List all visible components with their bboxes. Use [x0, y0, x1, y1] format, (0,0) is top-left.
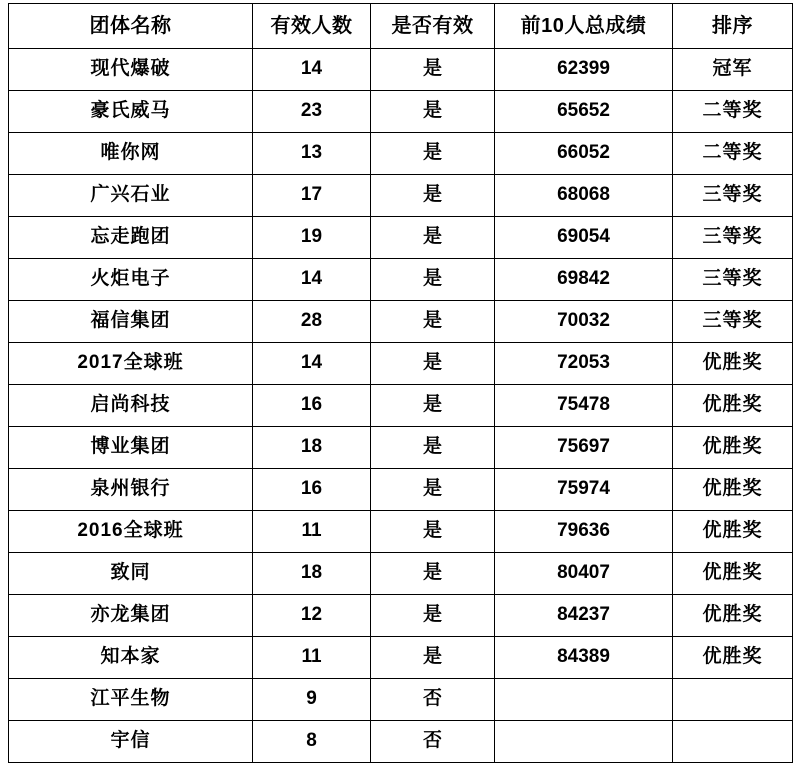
- table-row: [9, 217, 793, 259]
- column-header-score: 前10人总成绩: [495, 4, 673, 49]
- cell-team-name: 博业集团: [9, 427, 253, 469]
- header-row: [9, 4, 793, 49]
- cell-valid-count: 14: [253, 259, 371, 301]
- cell-team-name: 广兴石业: [9, 175, 253, 217]
- cell-valid-count: 18: [253, 427, 371, 469]
- cell-is-valid: 否: [371, 721, 495, 763]
- table-row: [9, 133, 793, 175]
- cell-top10-score: 84389: [495, 637, 673, 679]
- cell-top10-score: 65652: [495, 91, 673, 133]
- cell-team-name: 福信集团: [9, 301, 253, 343]
- table-row: [9, 637, 793, 679]
- cell-is-valid: 是: [371, 637, 495, 679]
- column-header-rank: 排序: [673, 4, 793, 49]
- cell-valid-count: 28: [253, 301, 371, 343]
- table-row: [9, 721, 793, 763]
- cell-rank: 二等奖: [673, 91, 793, 133]
- cell-rank: 三等奖: [673, 259, 793, 301]
- table-row: [9, 91, 793, 133]
- table-row: [9, 679, 793, 721]
- cell-is-valid: 是: [371, 133, 495, 175]
- cell-valid-count: 11: [253, 637, 371, 679]
- cell-top10-score: 79636: [495, 511, 673, 553]
- cell-rank: 优胜奖: [673, 511, 793, 553]
- cell-team-name: 致同: [9, 553, 253, 595]
- cell-top10-score: 75697: [495, 427, 673, 469]
- cell-rank: 优胜奖: [673, 469, 793, 511]
- table-row: [9, 469, 793, 511]
- cell-team-name: 亦龙集团: [9, 595, 253, 637]
- cell-rank: 冠军: [673, 49, 793, 91]
- cell-is-valid: 是: [371, 511, 495, 553]
- cell-valid-count: 16: [253, 385, 371, 427]
- cell-valid-count: 13: [253, 133, 371, 175]
- cell-team-name: 2017全球班: [9, 343, 253, 385]
- cell-top10-score: 69054: [495, 217, 673, 259]
- table-header: [9, 4, 793, 49]
- cell-top10-score: [495, 721, 673, 763]
- cell-top10-score: 69842: [495, 259, 673, 301]
- cell-rank: [673, 721, 793, 763]
- cell-is-valid: 是: [371, 595, 495, 637]
- cell-rank: 优胜奖: [673, 637, 793, 679]
- cell-team-name: 现代爆破: [9, 49, 253, 91]
- cell-valid-count: 17: [253, 175, 371, 217]
- cell-top10-score: 75478: [495, 385, 673, 427]
- cell-top10-score: 68068: [495, 175, 673, 217]
- cell-team-name: 江平生物: [9, 679, 253, 721]
- cell-rank: 三等奖: [673, 301, 793, 343]
- cell-is-valid: 是: [371, 343, 495, 385]
- column-header-name: 团体名称: [9, 4, 253, 49]
- cell-team-name: 豪氏威马: [9, 91, 253, 133]
- cell-is-valid: 是: [371, 301, 495, 343]
- table-row: [9, 301, 793, 343]
- cell-is-valid: 是: [371, 553, 495, 595]
- table-row: [9, 49, 793, 91]
- cell-rank: 优胜奖: [673, 385, 793, 427]
- cell-valid-count: 14: [253, 49, 371, 91]
- cell-rank: 优胜奖: [673, 343, 793, 385]
- cell-is-valid: 是: [371, 91, 495, 133]
- cell-top10-score: 72053: [495, 343, 673, 385]
- cell-valid-count: 14: [253, 343, 371, 385]
- cell-is-valid: 是: [371, 469, 495, 511]
- table-row: [9, 595, 793, 637]
- table-row: [9, 259, 793, 301]
- cell-valid-count: 16: [253, 469, 371, 511]
- cell-valid-count: 18: [253, 553, 371, 595]
- cell-valid-count: 12: [253, 595, 371, 637]
- cell-top10-score: 75974: [495, 469, 673, 511]
- cell-rank: 三等奖: [673, 217, 793, 259]
- table-row: [9, 343, 793, 385]
- cell-valid-count: 8: [253, 721, 371, 763]
- table-row: [9, 511, 793, 553]
- table-row: [9, 427, 793, 469]
- table-row: [9, 385, 793, 427]
- cell-is-valid: 是: [371, 217, 495, 259]
- cell-top10-score: 70032: [495, 301, 673, 343]
- cell-team-name: 唯你网: [9, 133, 253, 175]
- column-header-valid: 是否有效: [371, 4, 495, 49]
- cell-is-valid: 是: [371, 427, 495, 469]
- cell-valid-count: 23: [253, 91, 371, 133]
- cell-team-name: 泉州银行: [9, 469, 253, 511]
- cell-rank: 二等奖: [673, 133, 793, 175]
- cell-valid-count: 11: [253, 511, 371, 553]
- team-results-table: [8, 3, 793, 763]
- cell-valid-count: 9: [253, 679, 371, 721]
- cell-top10-score: 66052: [495, 133, 673, 175]
- cell-top10-score: 62399: [495, 49, 673, 91]
- cell-team-name: 启尚科技: [9, 385, 253, 427]
- cell-team-name: 火炬电子: [9, 259, 253, 301]
- cell-team-name: 忘走跑团: [9, 217, 253, 259]
- cell-rank: 优胜奖: [673, 553, 793, 595]
- cell-top10-score: 80407: [495, 553, 673, 595]
- cell-rank: 优胜奖: [673, 427, 793, 469]
- cell-team-name: 2016全球班: [9, 511, 253, 553]
- table-row: [9, 175, 793, 217]
- table-row: [9, 553, 793, 595]
- column-header-count: 有效人数: [253, 4, 371, 49]
- cell-top10-score: 84237: [495, 595, 673, 637]
- cell-is-valid: 是: [371, 175, 495, 217]
- cell-is-valid: 是: [371, 49, 495, 91]
- cell-team-name: 知本家: [9, 637, 253, 679]
- cell-is-valid: 否: [371, 679, 495, 721]
- cell-top10-score: [495, 679, 673, 721]
- cell-is-valid: 是: [371, 259, 495, 301]
- cell-team-name: 宇信: [9, 721, 253, 763]
- table-body: [9, 49, 793, 763]
- cell-rank: 优胜奖: [673, 595, 793, 637]
- cell-is-valid: 是: [371, 385, 495, 427]
- cell-rank: 三等奖: [673, 175, 793, 217]
- cell-rank: [673, 679, 793, 721]
- cell-valid-count: 19: [253, 217, 371, 259]
